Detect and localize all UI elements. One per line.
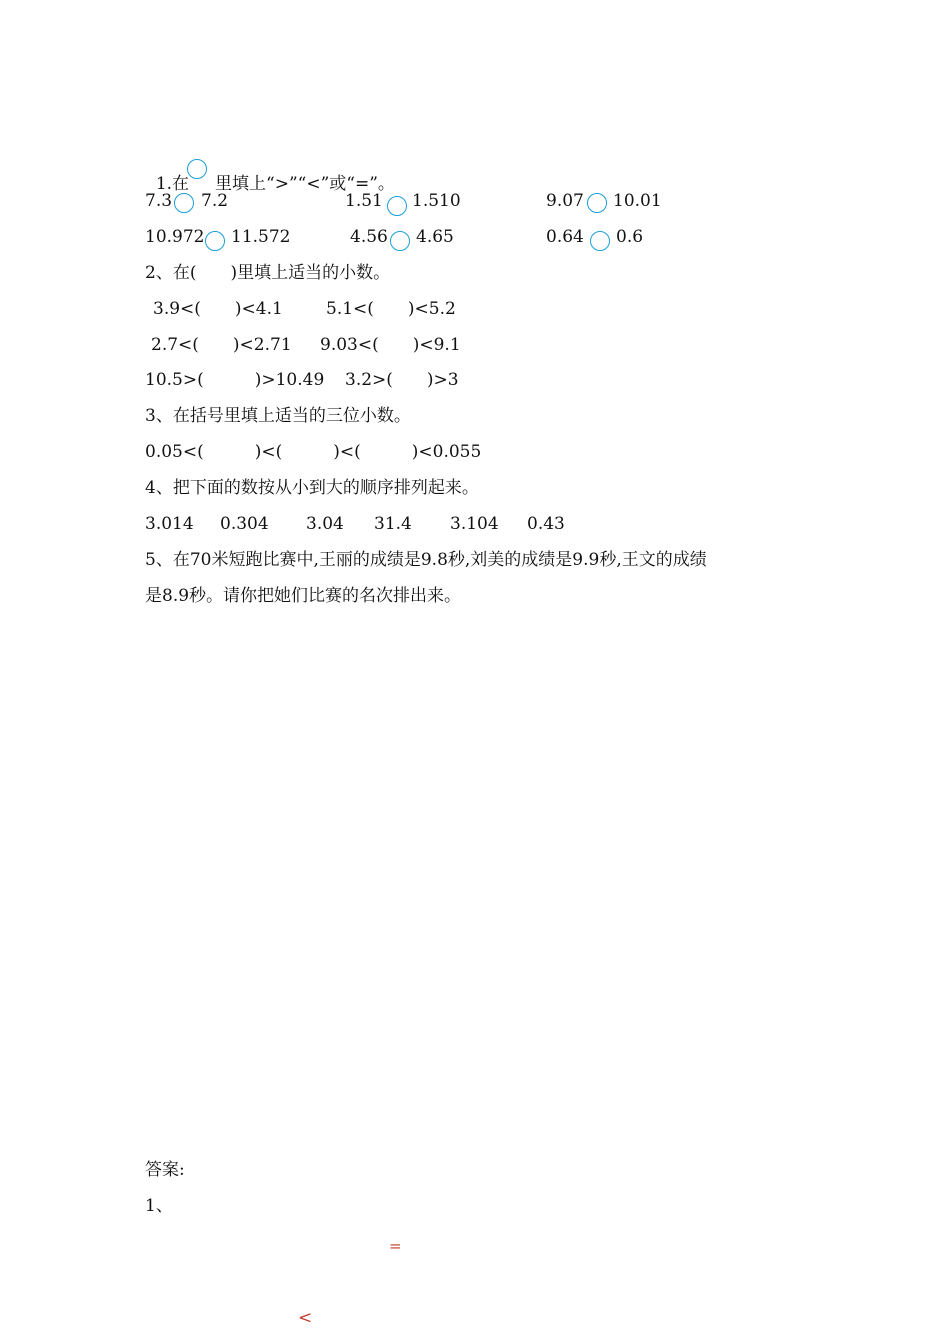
q1-left-value: 0.64 bbox=[546, 227, 584, 247]
q2-item: 3.9<( )<4.1 bbox=[153, 299, 283, 319]
answer-circle[interactable] bbox=[387, 196, 407, 216]
answer-mark: = bbox=[389, 1237, 402, 1255]
answers-q1-label: 1、 bbox=[145, 1196, 173, 1216]
answers-heading: 答案: bbox=[145, 1160, 185, 1180]
q1-left-value: 1.51 bbox=[345, 191, 383, 211]
q1-right-value: 10.01 bbox=[613, 191, 662, 211]
q2-item: 3.2>( )>3 bbox=[345, 370, 459, 390]
q5-line-1: 5、在70米短跑比赛中,王丽的成绩是9.8秒,刘美的成绩是9.9秒,王文的成绩 bbox=[145, 550, 707, 570]
q4-number: 3.014 bbox=[145, 514, 194, 534]
q2-item: 2.7<( )<2.71 bbox=[151, 335, 292, 355]
q1-right-value: 1.510 bbox=[412, 191, 461, 211]
answer-circle[interactable] bbox=[187, 159, 207, 179]
answer-circle[interactable] bbox=[174, 193, 194, 213]
q1-right-value: 11.572 bbox=[231, 227, 291, 247]
q1-right-value: 4.65 bbox=[416, 227, 454, 247]
q5-line-2: 是8.9秒。请你把她们比赛的名次排出来。 bbox=[145, 586, 462, 606]
q4-number: 0.43 bbox=[527, 514, 565, 534]
q3-expression: 0.05<( )<( )<( )<0.055 bbox=[145, 442, 482, 462]
q1-left-value: 7.3 bbox=[145, 191, 173, 211]
q2-title: 2、在( )里填上适当的小数。 bbox=[145, 263, 391, 283]
q1-title-prefix: 1.在 bbox=[155, 174, 190, 194]
answer-circle[interactable] bbox=[587, 193, 607, 213]
answer-circle[interactable] bbox=[390, 231, 410, 251]
q4-number: 3.04 bbox=[306, 514, 344, 534]
q1-title bbox=[145, 154, 395, 194]
q2-item: 9.03<( )<9.1 bbox=[320, 335, 461, 355]
q4-number: 31.4 bbox=[374, 514, 412, 534]
q2-item: 5.1<( )<5.2 bbox=[326, 299, 456, 319]
answer-circle[interactable] bbox=[590, 231, 610, 251]
q3-title: 3、在括号里填上适当的三位小数。 bbox=[145, 406, 411, 426]
q1-left-value: 9.07 bbox=[546, 191, 584, 211]
q1-title-suffix: 里填上“>”“<”或“=”。 bbox=[215, 174, 395, 194]
q4-title: 4、把下面的数按从小到大的顺序排列起来。 bbox=[145, 478, 479, 498]
q2-item: 10.5>( )>10.49 bbox=[145, 370, 325, 390]
q1-right-value: 7.2 bbox=[201, 191, 229, 211]
q1-right-value: 0.6 bbox=[616, 227, 644, 247]
q1-left-value: 10.972 bbox=[145, 227, 205, 247]
answer-circle[interactable] bbox=[205, 231, 225, 251]
answer-mark: < bbox=[298, 1308, 313, 1328]
q1-left-value: 4.56 bbox=[350, 227, 388, 247]
q4-number: 0.304 bbox=[220, 514, 269, 534]
q4-number: 3.104 bbox=[450, 514, 499, 534]
